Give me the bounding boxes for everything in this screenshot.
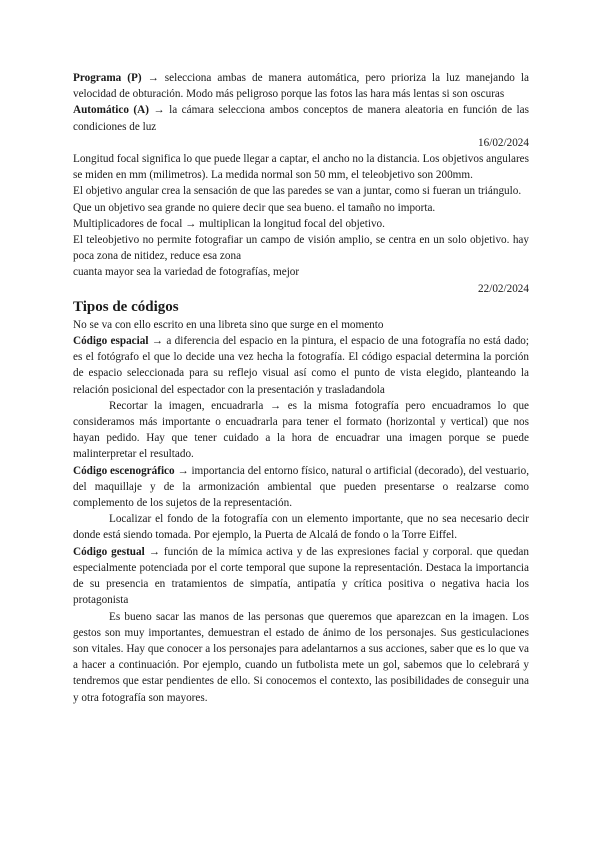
term-codigo-escenografico: Código escenográfico xyxy=(73,464,175,477)
text-codigo-escenografico: → importancia del entorno físico, natural o artificial (decorado), del vestuario, del maquillaje y de la armonización ambiental que pueden presentarse o realzarse como complemento de los sujetos de la representación. xyxy=(73,464,529,510)
date-1: 16/02/2024 xyxy=(478,136,529,149)
term-codigo-gestual: Código gestual xyxy=(73,545,145,558)
paragraph-teleobjetivo: El teleobjetivo no permite fotografiar un campo de visión amplio, se centra en un solo objetivo. hay poca zona de nitidez, reduce esa zona xyxy=(73,234,529,263)
document-page xyxy=(73,70,529,706)
term-automatico: Automático (A) xyxy=(73,104,149,117)
term-codigo-espacial: Código espacial xyxy=(73,335,149,348)
paragraph-variedad: cuanta mayor sea la variedad de fotografías, mejor xyxy=(73,266,300,279)
text-codigo-espacial: → a diferencia del espacio en la pintura, el espacio de una fotografía no está dado; es el fotógrafo el que lo decide una vez hecha la fotografía. El código espacial determina la porción de espacio seleccionada para su reflejo visual así como el punto de vista elegido, planteando la relación posicional del espectador con la presentación y trasladandola xyxy=(73,335,529,396)
paragraph-programa xyxy=(73,70,529,102)
paragraph-objetivo-angular: El objetivo angular crea la sensación de que las paredes se van a juntar, como si fueran un triángulo. xyxy=(73,185,522,198)
paragraph-gestual-note: Es bueno sacar las manos de las personas que queremos que aparezcan en la imagen. Los gestos son muy importantes, demuestran el estado de ánimo de los personajes. Sus gesticulaciones son vitales. Hay que conocer a los personajes para adelantarnos a sus acciones, saber que es lo que va a hacer a continuación. Por ejemplo, cuando un futbolista mete un gol, sabemos que lo celebrará y tendremos que estar pendientes de ello. Si conocemos el contexto, las posibilidades de conseguir una y otra fotografía son mayores. xyxy=(73,610,529,704)
paragraph-multiplicadores: Multiplicadores de focal → multiplican la longitud focal del objetivo. xyxy=(73,217,385,230)
paragraph-tamano: Que un objetivo sea grande no quiere decir que sea bueno. el tamaño no importa. xyxy=(73,201,436,214)
paragraph-espacial-note: Recortar la imagen, encuadrarla → es la misma fotografía pero encuadramos lo que consideramos más importante o encuadrarla para tener el formato (horizontal y vertical) que nos hayan pedido. Hay que tener cuidado a la hora de encuadrar una imagen porque se puede malinterpretar el resultado. xyxy=(73,399,529,461)
term-programa: Programa (P) xyxy=(73,72,142,84)
paragraph-escenografico-note: Localizar el fondo de la fotografía con un elemento importante, que no sea necesario decir donde está siendo tomada. Por ejemplo, la Puerta de Alcalá de fondo o la Torre Eiffel. xyxy=(73,513,529,542)
paragraph-codigo-escenografico xyxy=(73,463,529,512)
paragraph-intro: No se va con ello escrito en una libreta sino que surge en el momento xyxy=(73,318,384,331)
paragraph-codigo-gestual xyxy=(73,544,529,609)
date-2: 22/02/2024 xyxy=(478,282,529,295)
text-codigo-gestual: → función de la mímica activa y de las expresiones facial y corporal. que quedan especialmente potenciada por el corte temporal que supone la representación. Destaca la importancia de su presencia en tratamientos de simpatía, antipatía y crítica positiva o negativa hacia los protagonista xyxy=(73,545,529,607)
paragraph-automatico xyxy=(73,102,529,134)
section-title: Tipos de códigos xyxy=(73,298,179,315)
text-automatico: → la cámara selecciona ambos conceptos de manera aleatoria en función de las condiciones de luz xyxy=(73,104,529,133)
text-programa: → selecciona ambas de manera automática, pero prioriza la luz manejando la velocidad de obturación. Modo más peligroso porque las fotos las hara más lentas si son oscuras xyxy=(73,72,529,101)
paragraph-longitud-focal: Longitud focal significa lo que puede llegar a captar, el ancho no la distancia. Los objetivos angulares se miden en mm (milimetros). La medida normal son 50 mm, el teleobjetivo son 200mm. xyxy=(73,153,529,182)
paragraph-codigo-espacial xyxy=(73,333,529,398)
